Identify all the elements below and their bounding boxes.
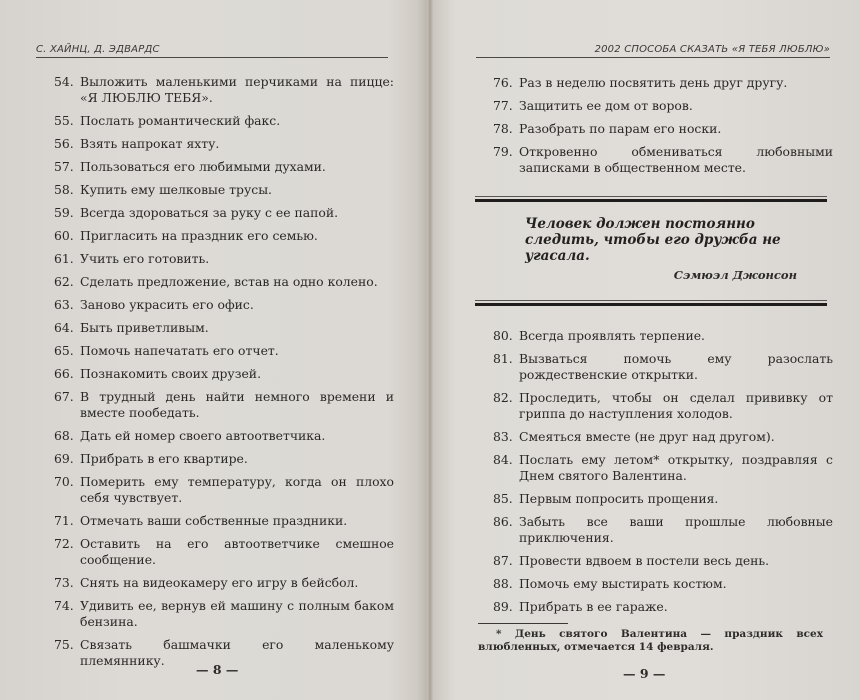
item-number: 78. bbox=[493, 121, 513, 136]
item-number: 73. bbox=[54, 575, 74, 590]
page-number: — 8 — bbox=[196, 662, 239, 677]
page-number: — 9 — bbox=[623, 666, 666, 681]
item-text: Заново украсить его офис. bbox=[80, 297, 254, 312]
item-text: Выложить маленькими перчиками на пицце: «Я ЛЮБЛЮ ТЕБЯ». bbox=[80, 74, 394, 105]
item-text: Раз в неделю посвятить день друг другу. bbox=[519, 75, 788, 90]
item-number: 58. bbox=[54, 182, 74, 197]
item-number: 55. bbox=[54, 113, 74, 128]
item-text: Прибрать в его квартире. bbox=[80, 451, 248, 466]
item-number: 59. bbox=[54, 205, 74, 220]
list-item bbox=[493, 121, 833, 137]
item-number: 72. bbox=[54, 536, 74, 551]
left-item-list bbox=[54, 74, 394, 676]
item-number: 60. bbox=[54, 228, 74, 243]
list-item bbox=[54, 228, 394, 244]
item-number: 70. bbox=[54, 474, 74, 489]
item-number: 67. bbox=[54, 389, 74, 404]
list-item bbox=[54, 159, 394, 175]
list-item bbox=[54, 113, 394, 129]
item-text: Отмечать ваши собственные праздники. bbox=[80, 513, 348, 528]
epigraph-text: Человек должен постоянно следить, чтобы его дружба не угасала. bbox=[525, 216, 781, 264]
item-text: Провести вдвоем в постели весь день. bbox=[519, 553, 770, 568]
list-item bbox=[493, 553, 833, 569]
item-text: Пригласить на праздник его семью. bbox=[80, 228, 318, 243]
list-item bbox=[54, 343, 394, 359]
item-text: Смеяться вместе (не друг над другом). bbox=[519, 429, 775, 444]
list-item bbox=[54, 598, 394, 630]
item-text: Откровенно обмениваться любовными записками в общественном месте. bbox=[519, 144, 833, 175]
running-head-authors: С. ХАЙНЦ, Д. ЭДВАРДС bbox=[36, 44, 388, 58]
list-item bbox=[493, 98, 833, 114]
running-head-title: 2002 СПОСОБА СКАЗАТЬ «Я ТЕБЯ ЛЮБЛЮ» bbox=[476, 44, 830, 58]
item-text: Дать ей номер своего автоответчика. bbox=[80, 428, 326, 443]
item-text: Защитить ее дом от воров. bbox=[519, 98, 693, 113]
item-text: Учить его готовить. bbox=[80, 251, 210, 266]
item-text: Померить ему температуру, когда он плохо себя чувствует. bbox=[80, 474, 394, 505]
list-item bbox=[493, 514, 833, 546]
item-number: 57. bbox=[54, 159, 74, 174]
right-item-list-top bbox=[493, 75, 833, 183]
item-number: 62. bbox=[54, 274, 74, 289]
epigraph-box bbox=[475, 196, 827, 306]
item-number: 65. bbox=[54, 343, 74, 358]
item-text: Быть приветливым. bbox=[80, 320, 209, 335]
list-item bbox=[493, 576, 833, 592]
right-item-list-bottom bbox=[493, 328, 833, 622]
item-number: 82. bbox=[493, 390, 513, 405]
list-item bbox=[54, 182, 394, 198]
item-text: Снять на видеокамеру его игру в бейсбол. bbox=[80, 575, 359, 590]
item-number: 71. bbox=[54, 513, 74, 528]
right-page bbox=[433, 0, 860, 700]
item-text: Всегда проявлять терпение. bbox=[519, 328, 705, 343]
footnote-divider bbox=[478, 623, 568, 624]
item-text: Связать башмачки его маленькому племяннику. bbox=[80, 637, 394, 668]
list-item bbox=[54, 274, 394, 290]
item-number: 85. bbox=[493, 491, 513, 506]
item-text: Проследить, чтобы он сделал прививку от гриппа до наступления холодов. bbox=[519, 390, 833, 421]
item-text: Помочь напечатать его отчет. bbox=[80, 343, 279, 358]
item-text: Купить ему шелковые трусы. bbox=[80, 182, 272, 197]
item-number: 86. bbox=[493, 514, 513, 529]
item-text: Пользоваться его любимыми духами. bbox=[80, 159, 326, 174]
item-number: 83. bbox=[493, 429, 513, 444]
list-item bbox=[493, 75, 833, 91]
item-text: В трудный день найти немного времени и вместе пообедать. bbox=[80, 389, 394, 420]
list-item bbox=[54, 451, 394, 467]
item-number: 74. bbox=[54, 598, 74, 613]
item-number: 68. bbox=[54, 428, 74, 443]
item-text: Послать ему летом* открытку, поздравляя с Днем святого Валентина. bbox=[519, 452, 833, 483]
item-number: 84. bbox=[493, 452, 513, 467]
list-item bbox=[54, 513, 394, 529]
list-item bbox=[54, 251, 394, 267]
item-number: 69. bbox=[54, 451, 74, 466]
item-number: 63. bbox=[54, 297, 74, 312]
item-number: 87. bbox=[493, 553, 513, 568]
item-number: 88. bbox=[493, 576, 513, 591]
list-item bbox=[493, 599, 833, 615]
footnote: * День святого Валентина — праздник всех влюбленных, отмечается 14 февраля. bbox=[478, 628, 823, 653]
list-item bbox=[54, 205, 394, 221]
item-text: Первым попросить прощения. bbox=[519, 491, 719, 506]
item-text: Оставить на его автоответчике смешное сообщение. bbox=[80, 536, 394, 567]
list-item bbox=[493, 390, 833, 422]
divider-rule bbox=[475, 300, 827, 305]
item-number: 77. bbox=[493, 98, 513, 113]
list-item bbox=[493, 491, 833, 507]
list-item bbox=[493, 351, 833, 383]
list-item bbox=[54, 320, 394, 336]
item-number: 66. bbox=[54, 366, 74, 381]
list-item bbox=[54, 575, 394, 591]
list-item bbox=[54, 474, 394, 506]
item-number: 75. bbox=[54, 637, 74, 652]
list-item bbox=[493, 328, 833, 344]
list-item bbox=[493, 429, 833, 445]
list-item bbox=[54, 536, 394, 568]
item-text: Помочь ему выстирать костюм. bbox=[519, 576, 727, 591]
item-text: Вызваться помочь ему разослать рождественские открытки. bbox=[519, 351, 833, 382]
item-text: Сделать предложение, встав на одно колено. bbox=[80, 274, 378, 289]
item-text: Познакомить своих друзей. bbox=[80, 366, 262, 381]
item-text: Всегда здороваться за руку с ее папой. bbox=[80, 205, 339, 220]
divider-rule bbox=[475, 196, 827, 201]
list-item bbox=[493, 144, 833, 176]
item-text: Взять напрокат яхту. bbox=[80, 136, 220, 151]
item-number: 79. bbox=[493, 144, 513, 159]
item-text: Послать романтический факс. bbox=[80, 113, 281, 128]
item-text: Забыть все ваши прошлые любовные приключения. bbox=[519, 514, 833, 545]
item-number: 89. bbox=[493, 599, 513, 614]
list-item bbox=[54, 428, 394, 444]
item-number: 76. bbox=[493, 75, 513, 90]
list-item bbox=[54, 136, 394, 152]
list-item bbox=[493, 452, 833, 484]
list-item bbox=[54, 389, 394, 421]
item-number: 56. bbox=[54, 136, 74, 151]
item-number: 80. bbox=[493, 328, 513, 343]
list-item bbox=[54, 74, 394, 106]
item-number: 61. bbox=[54, 251, 74, 266]
list-item bbox=[54, 366, 394, 382]
item-number: 64. bbox=[54, 320, 74, 335]
left-page bbox=[0, 0, 427, 700]
list-item bbox=[54, 297, 394, 313]
item-text: Прибрать в ее гараже. bbox=[519, 599, 668, 614]
item-text: Разобрать по парам его носки. bbox=[519, 121, 722, 136]
item-text: Удивить ее, вернув ей машину с полным баком бензина. bbox=[80, 598, 394, 629]
epigraph-author: Сэмюэл Джонсон bbox=[673, 268, 797, 282]
item-number: 81. bbox=[493, 351, 513, 366]
item-number: 54. bbox=[54, 74, 74, 89]
